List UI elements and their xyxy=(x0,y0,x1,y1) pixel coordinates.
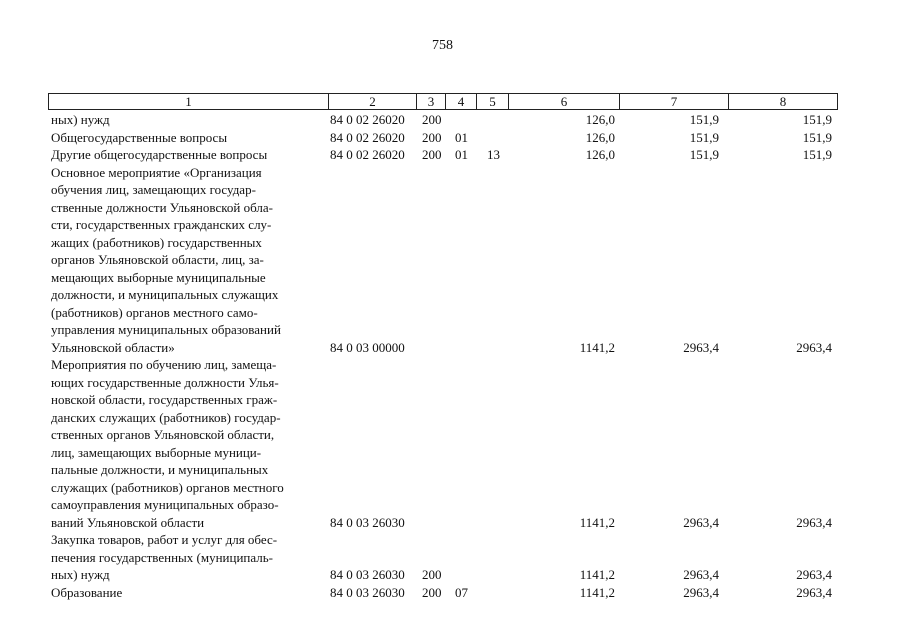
header-col-2: 2 xyxy=(328,93,417,110)
row-value-col8: 151,9 xyxy=(802,147,832,162)
row-code: 84 0 02 26020 xyxy=(330,112,405,127)
row-code: 84 0 02 26020 xyxy=(330,129,405,145)
row-code: 84 0 03 26030 xyxy=(330,567,405,582)
row-value-col6: 1141,2 xyxy=(579,514,615,530)
row-value-col7: 151,9 xyxy=(689,129,719,145)
row-rz: 07 xyxy=(455,584,468,600)
header-col-4: 4 xyxy=(445,93,477,110)
row-vr: 200 xyxy=(422,147,442,162)
row-value-col7: 2963,4 xyxy=(683,567,719,582)
row-value-col6: 126,0 xyxy=(585,112,615,127)
row-value-col8: 2963,4 xyxy=(796,339,832,355)
row-value-col7: 2963,4 xyxy=(683,514,719,530)
row-value-col8: 151,9 xyxy=(802,129,832,145)
row-value-col6: 126,0 xyxy=(585,147,615,162)
row-name: Основное мероприятие «Организация обучения лиц, замещающих государ- ственные должности Ульяновской обла- сти, государственных гражданских слу- жащих (работников) государственных органов Ульяновской области, лиц, за- мещающих выборные муниципальные должности, и муниципальных служащих (работников) органов местного само- управления муниципальных образований Ульяновской области» xyxy=(51,164,281,355)
header-col-3: 3 xyxy=(416,93,446,110)
row-code: 84 0 03 00000 xyxy=(330,339,405,355)
row-vr: 200 xyxy=(422,567,442,582)
row-value-col6: 1141,2 xyxy=(579,567,615,582)
row-value-col7: 151,9 xyxy=(689,112,719,127)
row-name: Мероприятия по обучению лиц, замеща- ющих государственные должности Улья- новской области, государственных граж- данских служащих (работников) государ- ственных органов Ульяновской области, лиц, замещающих выборные муници- пальные должности, и муниципальных служащих (работников) органов местного самоуправления муниципальных образо- ваний Ульяновской области xyxy=(51,357,284,530)
row-value-col8: 151,9 xyxy=(802,112,832,127)
row-value-col8: 2963,4 xyxy=(796,584,832,600)
row-vr: 200 xyxy=(422,129,442,145)
row-name: ных) нужд xyxy=(51,112,110,127)
header-col-7: 7 xyxy=(619,93,729,110)
row-code: 84 0 02 26020 xyxy=(330,147,405,162)
row-name: Общегосударственные вопросы xyxy=(51,129,228,145)
row-name: Образование xyxy=(51,584,123,600)
row-code: 84 0 03 26030 xyxy=(330,584,405,600)
row-value-col6: 1141,2 xyxy=(579,339,615,355)
row-value-col7: 2963,4 xyxy=(683,339,719,355)
row-vr: 200 xyxy=(422,584,442,600)
row-value-col7: 151,9 xyxy=(689,147,719,162)
page-number: 758 xyxy=(432,38,453,53)
row-vr: 200 xyxy=(422,112,442,127)
row-value-col7: 2963,4 xyxy=(683,584,719,600)
row-rz: 01 xyxy=(455,147,468,162)
header-col-1: 1 xyxy=(48,93,329,110)
header-col-6: 6 xyxy=(508,93,620,110)
row-pr: 13 xyxy=(487,147,500,162)
row-code: 84 0 03 26030 xyxy=(330,514,405,530)
header-col-5: 5 xyxy=(476,93,509,110)
row-value-col6: 1141,2 xyxy=(579,584,615,600)
header-col-8: 8 xyxy=(728,93,838,110)
row-value-col8: 2963,4 xyxy=(796,567,832,582)
row-value-col6: 126,0 xyxy=(585,129,615,145)
row-rz: 01 xyxy=(455,129,468,145)
row-name: Закупка товаров, работ и услуг для обес- печения государственных (муниципаль- ных) нужд xyxy=(51,532,278,582)
row-name: Другие общегосударственные вопросы xyxy=(51,147,268,162)
row-value-col8: 2963,4 xyxy=(796,514,832,530)
